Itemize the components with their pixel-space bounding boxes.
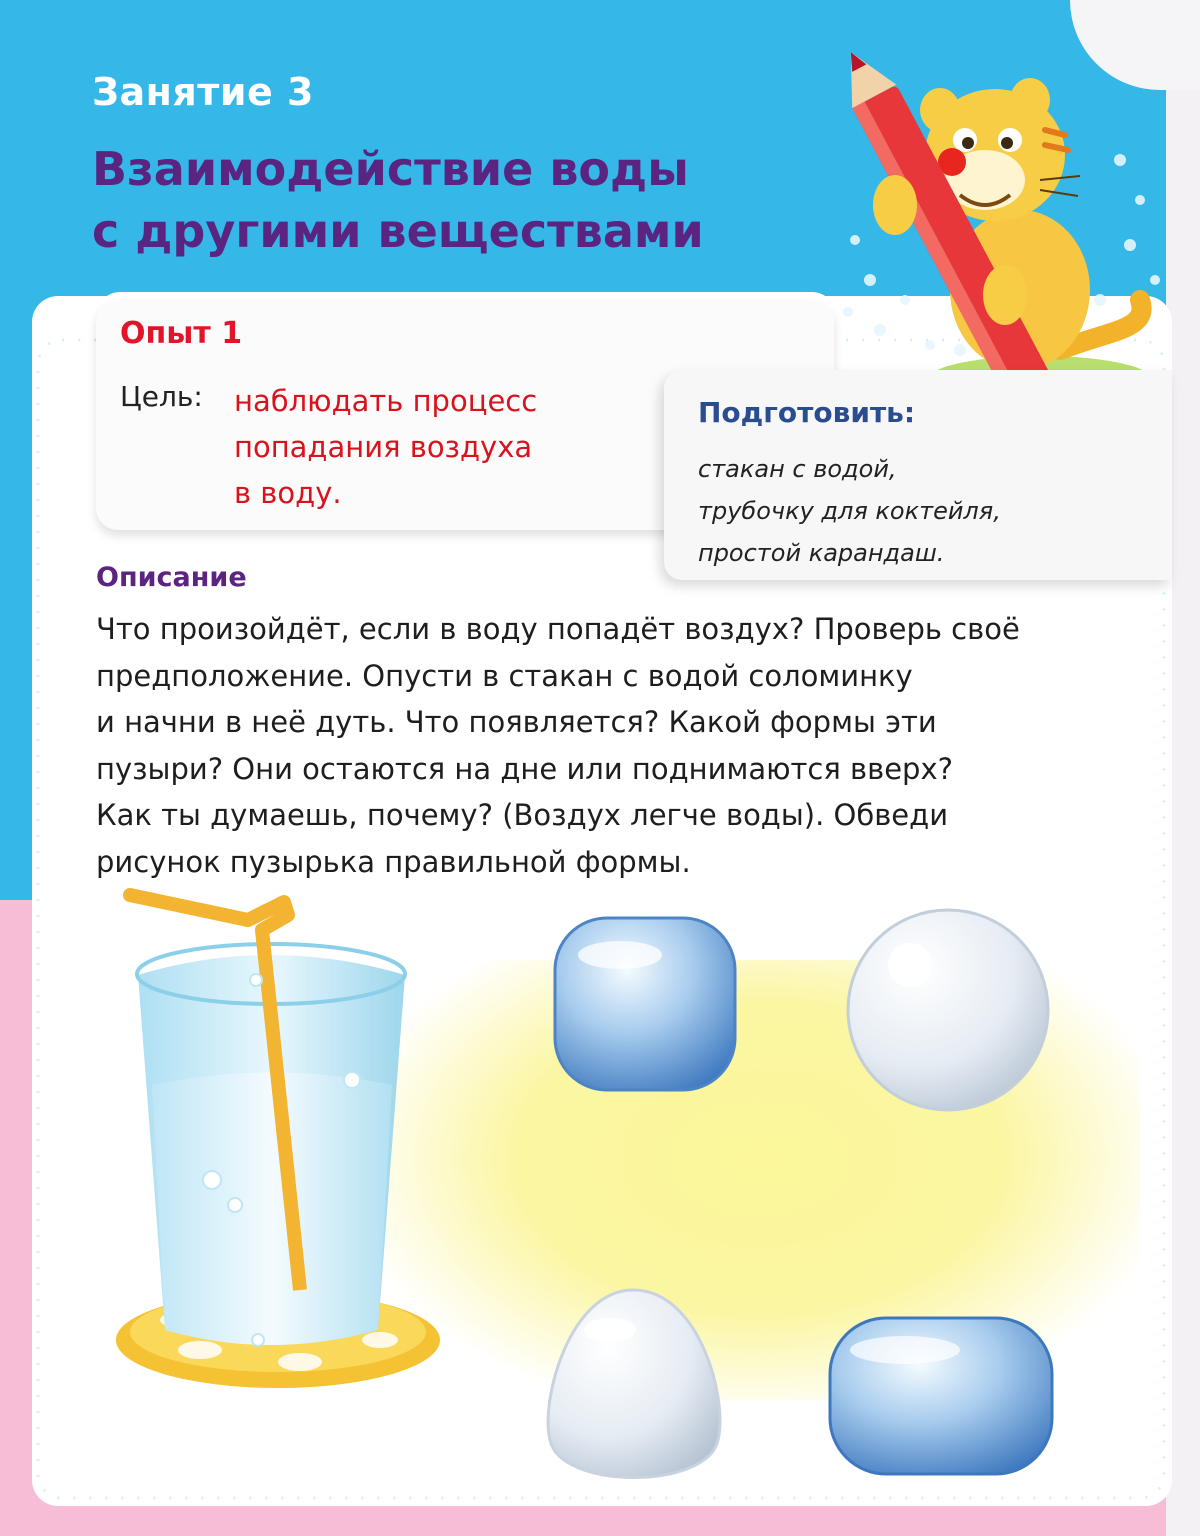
round-bubble-icon [848,910,1048,1110]
description-line: Что произойдёт, если в воду попадёт воздух? Проверь своё [96,612,1020,646]
goal-label: Цель: [120,380,203,413]
experiment-label: Опыт 1 [120,316,243,351]
description-line: Как ты думаешь, почему? (Воздух легче воды). Обведи [96,798,949,832]
square-bubble-icon [555,918,735,1090]
prepare-title: Подготовить: [698,396,916,429]
goal-line: наблюдать процесс [234,384,538,418]
goal-line: попадания воздуха [234,430,533,464]
title-line-1: Взаимодействие воды [92,142,689,196]
prepare-item: простой карандаш. [698,539,945,567]
flat-bubble-icon [830,1318,1052,1474]
description-line: рисунок пузырька правильной формы. [96,844,691,879]
prepare-item: стакан с водой, [698,455,897,483]
lesson-number: Занятие 3 [92,70,314,114]
egg-bubble-icon [548,1290,720,1478]
description-line: пузыри? Они остаются на дне или поднимаются вверх? [96,751,954,786]
goal-line: в воду. [234,476,342,510]
description-line: и начни в неё дуть. Что появляется? Какой формы эти [96,705,937,739]
description-title: Описание [96,562,247,593]
prepare-item: трубочку для коктейля, [698,497,1001,525]
title-line-2: с другими веществами [92,204,704,258]
description-line: предположение. Опусти в стакан с водой соломинку [96,658,913,693]
